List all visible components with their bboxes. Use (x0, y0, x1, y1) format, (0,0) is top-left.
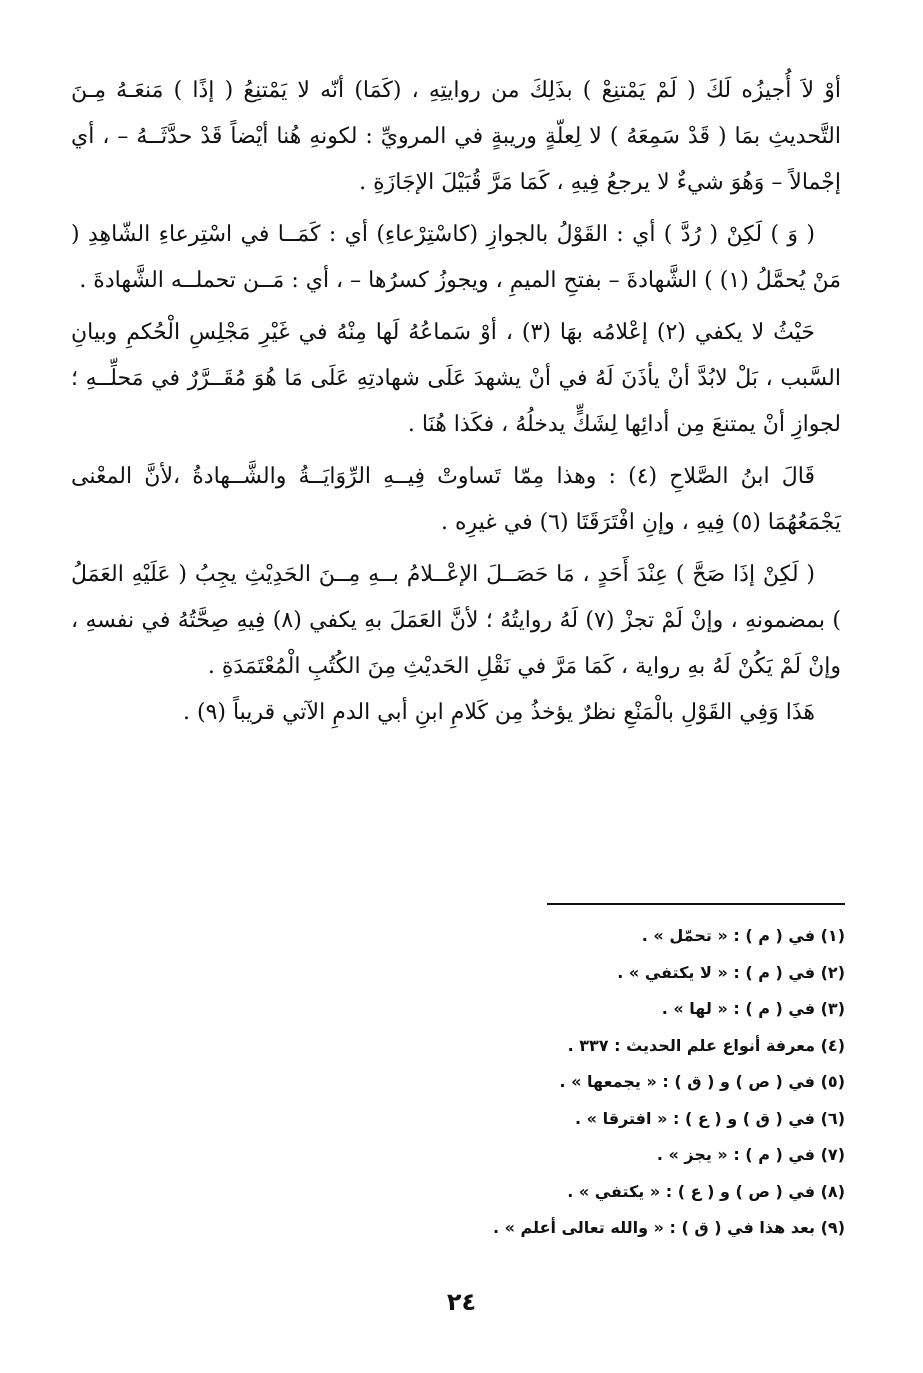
paragraph-2: ( وَ ) لَكِنْ ( رُدَّ ) أي : القَوْلُ بالجوازِ (كاسْتِرْعاءِ) أي : كَمَــا في اسْتِرعاءِ الشّاهِدِ ( مَنْ يُحمَّلُ (١) ) الشَّهادةَ – بفتحِ الميمِ ، ويجوزُ كسرُها – ، أي : مَــن تحملــه الشَّهادةَ . (71, 222, 841, 293)
footnote-2: (٢) في ( م ) : « لا يكتفي » . (617, 962, 845, 982)
footnote-8: (٨) في ( ص ) و ( ع ) : « يكتفي » . (567, 1181, 845, 1201)
paragraph-1: أوْ لاَ أُجيزُه لَكَ ( لَمْ يَمْتنِعْ ) بذَلِكَ من روايتِهِ ، (كَمَا) أنّه لا يَمْتنِعُ ( إذًا ) مَنعَـهُ مِـنَ التَّحديثِ بمَا ( قَدْ سَمِعَهُ ) لا لِعلّةٍ وريبةٍ في المرويِّ : لكونهِ هُنا أيْضاً قَدْ حدَّثَــهُ – ، أي إجْمالاً – وَهُوَ شيءٌ لا يرجعُ فِيهِ ، كَمَا مَرَّ قُبَيْلَ الإجَازَةِ . (71, 78, 841, 195)
footnote-separator (547, 903, 845, 905)
paragraph-4: قَالَ ابنُ الصَّلاحِ (٤) : وهذا مِمّا تَساوتْ فِيــهِ الرِّوَايَــةُ والشَّــهادةُ ،لأنَّ المعْنى يَجْمَعُهُمَا (٥) فِيهِ ، وإنِ افْتَرَقَتَا (٦) في غيرِه . (71, 464, 841, 535)
footnote-5: (٥) في ( ص ) و ( ق ) : « يجمعها » . (559, 1072, 845, 1091)
footnote-1: (١) في ( م ) : « تحمّل » . (641, 926, 845, 945)
paragraph-5: ( لَكِنْ إذَا صَحَّ ) عِنْدَ أَحَدٍ ، مَا حَصَــلَ الإعْــلامُ بــهِ مِــنَ الحَدِيْثِ يجِبُ ( عَلَيْهِ العَمَلُ ) بمضمونهِ ، وإنْ لَمْ تجزْ (٧) لَهُ روايتُهُ ؛ لأنَّ العَمَلَ بهِ يكفي (٨) فِيهِ صِحَّتُهُ في نفسهِ ، وإنْ لَمْ يَكُنْ لَهُ بهِ رواية ، كَمَا مَرَّ في نَقْلِ الحَديْثِ مِنَ الكُتُبِ الْمُعْتَمَدَةِ . (71, 562, 841, 679)
main-text (71, 68, 841, 736)
page-number: ٢٤ (446, 1288, 477, 1316)
footnotes (345, 918, 845, 1247)
footnote-3: (٣) في ( م ) : « لها » . (661, 999, 845, 1018)
footnote-9: (٩) بعد هذا في ( ق ) : « والله تعالى أعلم » . (492, 1218, 845, 1237)
paragraph-3: حَيْثُ لا يكفي (٢) إعْلامُه بهَا (٣) ، أوْ سَماعُهُ لَها مِنْهُ في غَيْرِ مَجْلِسِ الْحُكمِ وبيانِ السَّبب ، بَلْ لابُدَّ أنْ يأذَنَ لَهُ في أنْ يشهدَ عَلَى شهادتِهِ عَلَى مَا هُوَ مُقَــرَّرٌ في مَحلِّــهِ ؛ لجوازِ أنْ يمتنعَ مِن أدائِها لِشَكٍّ يدخلُهُ ، فكَذا هُنَا . (71, 320, 841, 437)
paragraph-6: هَذَا وَفِي القَوْلِ بالْمَنْعِ نظرٌ يؤخذُ مِن كَلامِ ابنِ أبي الدمِ الآتي قريباً (٩) . (182, 700, 815, 725)
footnote-4: (٤) معرفة أنواع علم الحديث : ٣٣٧ . (567, 1035, 845, 1055)
footnote-6: (٦) في ( ق ) و ( ع ) : « افترقا » . (575, 1108, 845, 1128)
footnote-7: (٧) في ( م ) : « يجز » . (656, 1145, 845, 1164)
